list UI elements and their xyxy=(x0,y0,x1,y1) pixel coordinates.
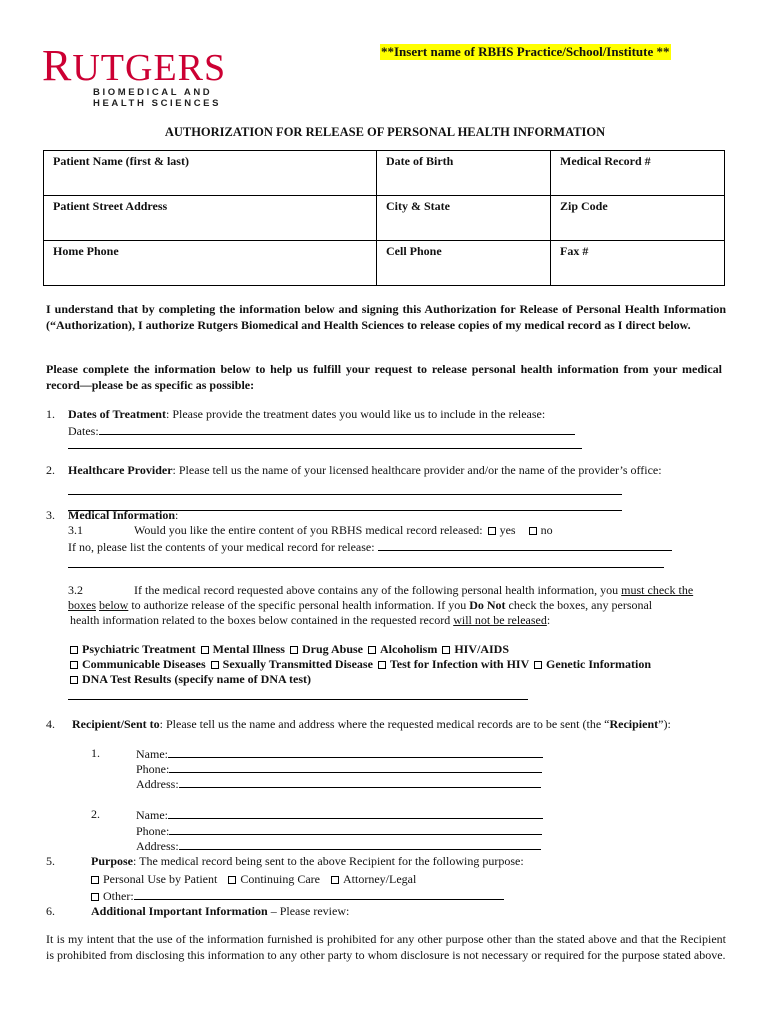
phi-options-row-1 xyxy=(68,642,509,658)
section-4 xyxy=(46,717,671,733)
phi-checkbox[interactable] xyxy=(70,676,78,684)
phi-option-label: Genetic Information xyxy=(546,657,652,671)
logo-wordmark-rest: UTGERS xyxy=(72,47,227,89)
form-title: AUTHORIZATION FOR RELEASE OF PERSONAL HEALTH INFORMATION xyxy=(164,125,606,139)
purpose-other-row xyxy=(89,888,504,905)
question-text: health information related to the boxes below contained in the requested record xyxy=(70,613,451,627)
question-3-2-line2 xyxy=(68,598,652,614)
phi-checkbox[interactable] xyxy=(290,646,298,654)
emphasis-text: below xyxy=(99,598,129,612)
patient-info-table xyxy=(43,150,725,286)
phi-option-label: Psychiatric Treatment xyxy=(82,642,196,656)
city-state-field[interactable]: City & State xyxy=(377,196,551,241)
question-text: Would you like the entire content of you RBHS medical record released: xyxy=(134,523,483,537)
yes-label: yes xyxy=(499,523,516,537)
emphasis-text: boxes xyxy=(68,598,96,612)
recipient-1-address-input[interactable] xyxy=(179,776,541,788)
phi-option-label: Communicable Diseases xyxy=(82,657,206,671)
section-text: : Please tell us the name of your licensed healthcare provider and/or the name of the provider’s office: xyxy=(172,463,662,477)
instructions-paragraph: Please complete the information below to help us fulfill your request to release personal health information from your medical record—please be as specific as possible: xyxy=(46,362,722,392)
fax-field[interactable]: Fax # xyxy=(551,241,725,286)
phi-checkbox[interactable] xyxy=(368,646,376,654)
recipient-2-address-input[interactable] xyxy=(179,838,541,850)
recipient-2-number: 2. xyxy=(91,807,100,821)
if-no-label: If no, please list the contents of your medical record for release: xyxy=(68,540,375,554)
section-2 xyxy=(46,463,662,479)
section-label: Purpose xyxy=(91,854,133,868)
rutgers-logo xyxy=(42,41,227,90)
purpose-option-label: Continuing Care xyxy=(240,872,320,886)
section-text: – Please review: xyxy=(267,904,350,918)
dates-input-line-2[interactable] xyxy=(68,437,582,449)
section-label: Healthcare Provider xyxy=(68,463,173,477)
section-label: Recipient/Sent to xyxy=(72,717,160,731)
question-number: 3.2 xyxy=(68,583,83,597)
yes-checkbox[interactable] xyxy=(488,527,496,535)
section-number: 2. xyxy=(46,463,55,477)
address-label: Address: xyxy=(136,777,179,791)
phi-options-row-2 xyxy=(68,657,651,673)
purpose-options xyxy=(89,872,416,888)
phi-option-label: Drug Abuse xyxy=(301,642,363,656)
section-number: 1. xyxy=(46,407,55,421)
name-label: Name: xyxy=(136,747,168,761)
street-address-field[interactable]: Patient Street Address xyxy=(44,196,377,241)
medical-record-field[interactable]: Medical Record # xyxy=(551,151,725,196)
no-label: no xyxy=(540,523,553,537)
address-label: Address: xyxy=(136,839,179,853)
purpose-option-label: Personal Use by Patient xyxy=(103,872,218,886)
recipient-2-phone-input[interactable] xyxy=(169,823,542,835)
phi-option-label: Mental Illness xyxy=(212,642,285,656)
closing-paragraph: It is my intent that the use of the information furnished is prohibited for any other purpose other than the stated above and that the Recipient is prohibited from disclosing this information to any other party to whom disclosure is not necessary or required for the purpose stated above. xyxy=(46,932,726,962)
question-3-1 xyxy=(68,523,553,539)
phi-option-label: HIV/AIDS xyxy=(454,642,510,656)
purpose-checkbox[interactable] xyxy=(91,876,99,884)
contents-input-line[interactable] xyxy=(378,539,672,551)
phi-option-label: DNA Test Results (specify name of DNA test) xyxy=(82,672,311,686)
phi-checkbox[interactable] xyxy=(201,646,209,654)
purpose-checkbox[interactable] xyxy=(331,876,339,884)
other-label: Other: xyxy=(103,889,134,903)
provider-input-line[interactable] xyxy=(68,483,622,495)
if-no-row xyxy=(68,539,672,556)
table-row xyxy=(44,151,725,196)
practice-name-placeholder: **Insert name of RBHS Practice/School/Institute ** xyxy=(381,44,670,59)
recipient-2-address-row xyxy=(136,838,541,855)
table-row xyxy=(44,241,725,286)
emphasis-text: will not be released xyxy=(453,613,547,627)
recipient-term: Recipient xyxy=(609,717,659,731)
section-6-number: 6. xyxy=(46,904,55,918)
logo-initial: R xyxy=(42,41,73,90)
phone-label: Phone: xyxy=(136,762,170,776)
dates-input-line[interactable] xyxy=(99,423,575,435)
question-text: check the boxes, any personal xyxy=(508,598,653,612)
section-5-number: 5. xyxy=(46,854,55,868)
dates-label: Dates: xyxy=(68,424,99,438)
other-checkbox[interactable] xyxy=(91,893,99,901)
section-text: : The medical record being sent to the above Recipient for the following purpose: xyxy=(133,854,524,868)
section-1 xyxy=(46,407,545,423)
table-row xyxy=(44,196,725,241)
phi-option-label: Alcoholism xyxy=(380,642,438,656)
question-text: If the medical record requested above contains any of the following personal health information, you xyxy=(134,583,619,597)
section-text-end: ”): xyxy=(658,717,671,731)
phi-checkbox[interactable] xyxy=(534,661,542,669)
contents-input-line-2[interactable] xyxy=(68,556,664,568)
section-number: 3. xyxy=(46,508,55,522)
phi-option-label: Test for Infection with HIV xyxy=(389,657,530,671)
recipient-1-number: 1. xyxy=(91,746,100,760)
purpose-option-label: Attorney/Legal xyxy=(343,872,417,886)
section-5 xyxy=(91,854,524,870)
section-label: Medical Information xyxy=(68,508,175,522)
home-phone-field[interactable]: Home Phone xyxy=(44,241,377,286)
section-3: 3. Medical Information: xyxy=(46,508,179,522)
colon-text: : xyxy=(546,613,551,627)
recipient-1-phone-input[interactable] xyxy=(169,761,542,773)
phi-checkbox[interactable] xyxy=(442,646,450,654)
phi-checkbox[interactable] xyxy=(211,661,219,669)
logo-subtitle-line2: HEALTH SCIENCES xyxy=(93,98,222,109)
phone-label: Phone: xyxy=(136,824,170,838)
intro-paragraph: I understand that by completing the information below and signing this Authorization for Release of Personal Health Information (“Authorization), I authorize Rutgers Biomedical and Health Sciences to release copies of my medical record as I direct below. xyxy=(46,302,726,332)
other-purpose-input[interactable] xyxy=(134,888,504,900)
zip-code-field[interactable]: Zip Code xyxy=(551,196,725,241)
dna-test-input-line[interactable] xyxy=(68,688,528,700)
recipient-2-name-row xyxy=(136,807,543,824)
phi-option-label: Sexually Transmitted Disease xyxy=(222,657,373,671)
question-3-2-line3 xyxy=(70,613,550,629)
question-text: to authorize release of the specific personal health information. If you xyxy=(131,598,467,612)
logo-subtitle-line1: BIOMEDICAL AND xyxy=(93,87,213,98)
phi-checkbox[interactable] xyxy=(70,646,78,654)
emphasis-text: Do Not xyxy=(469,598,506,612)
recipient-1-address-row xyxy=(136,776,541,793)
question-3-2-line1 xyxy=(68,583,693,599)
section-text: : Please tell us the name and address where the requested medical records are to be sent (the “ xyxy=(159,717,610,731)
date-of-birth-field[interactable]: Date of Birth xyxy=(377,151,551,196)
cell-phone-field[interactable]: Cell Phone xyxy=(377,241,551,286)
phi-options-row-3 xyxy=(68,672,311,688)
section-label: Additional Important Information xyxy=(91,904,268,918)
question-number: 3.1 xyxy=(68,523,83,537)
section-number: 4. xyxy=(46,717,55,731)
emphasis-text: must check the xyxy=(621,583,694,597)
no-checkbox[interactable] xyxy=(529,527,537,535)
section-6 xyxy=(91,904,349,920)
recipient-1-name-input[interactable] xyxy=(168,746,543,758)
section-text: : Please provide the treatment dates you would like us to include in the release: xyxy=(165,407,546,421)
recipient-2-name-input[interactable] xyxy=(168,807,543,819)
section-label: Dates of Treatment xyxy=(68,407,166,421)
phi-checkbox[interactable] xyxy=(70,661,78,669)
patient-name-field[interactable]: Patient Name (first & last) xyxy=(44,151,377,196)
phi-checkbox[interactable] xyxy=(378,661,386,669)
purpose-checkbox[interactable] xyxy=(228,876,236,884)
name-label: Name: xyxy=(136,808,168,822)
